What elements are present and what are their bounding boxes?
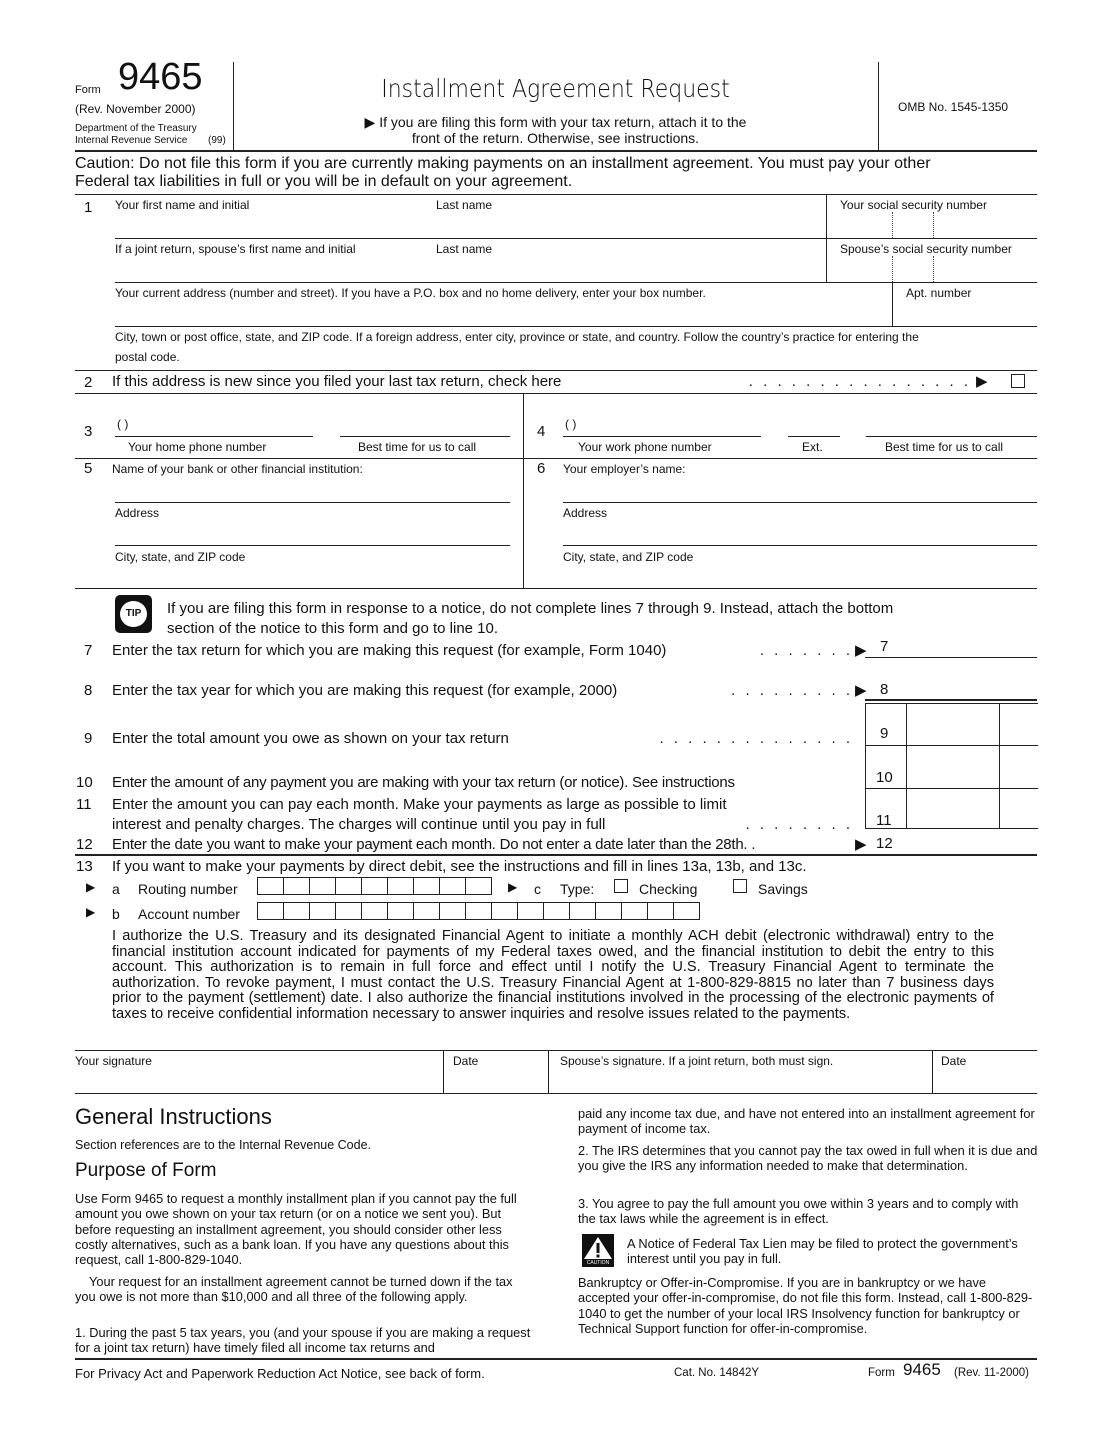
line13c-letter: c [534, 881, 541, 897]
checking-checkbox[interactable] [614, 879, 628, 893]
line8-text: Enter the tax year for which you are making this request (for example, 2000) [112, 682, 618, 699]
digit-box[interactable] [414, 903, 440, 919]
attach-instruction-1: ▶ If you are filing this form with your tax return, attach it to the [364, 114, 747, 130]
line9-box-label: 9 [880, 725, 889, 742]
line-number: 5 [84, 460, 93, 477]
address-field[interactable]: Your current address (number and street). If you have a P.O. box and no home delivery, enter your box number. [115, 286, 706, 300]
bank-address-field[interactable]: Address [115, 506, 160, 520]
service-code: (99) [208, 135, 226, 146]
employer-address-field[interactable]: Address [563, 506, 608, 520]
spouse-signature-field[interactable]: Spouse’s signature. If a joint return, both must sign. [560, 1054, 834, 1068]
arrow-icon: ▶ [976, 373, 988, 390]
line-number: 10 [76, 774, 93, 791]
your-signature-field[interactable]: Your signature [75, 1054, 152, 1068]
form-label: Form [75, 84, 101, 96]
employer-name-field[interactable]: Your employer’s name: [563, 462, 686, 476]
service: Internal Revenue Service [75, 135, 188, 146]
department: Department of the Treasury [75, 123, 197, 134]
digit-box[interactable] [258, 903, 284, 919]
line-number: 6 [537, 460, 546, 477]
digit-box[interactable] [336, 903, 362, 919]
leader-dots: . . . . . . . . . . . . . . . . [748, 373, 968, 390]
bank-name-field[interactable]: Name of your bank or other financial institution: [112, 462, 363, 476]
privacy-notice: For Privacy Act and Paperwork Reduction Act Notice, see back of form. [75, 1366, 485, 1381]
digit-box[interactable] [362, 878, 388, 894]
savings-label: Savings [758, 881, 808, 897]
digit-box[interactable] [310, 878, 336, 894]
omb-number: OMB No. 1545-1350 [898, 100, 1009, 114]
condition-2: 2. The IRS determines that you cannot pay the tax owed in full when it is due and you give the IRS any information needed to make that determination. [578, 1143, 1038, 1174]
area-code-parens: ( ) [565, 417, 577, 431]
line8-field[interactable] [865, 699, 1037, 701]
line7-field[interactable] [865, 657, 1037, 658]
line13a-letter: a [112, 881, 120, 897]
tip-text-1: If you are filing this form in response to a notice, do not complete lines 7 through 9. Instead, attach the bottom [167, 600, 894, 617]
new-address-checkbox[interactable] [1011, 374, 1025, 388]
line-number: 12 [76, 836, 93, 853]
routing-number-input[interactable] [257, 877, 492, 895]
work-best-time-field[interactable] [866, 436, 1037, 437]
line11-text: Enter the amount you can pay each month. Make your payments as large as possible to limit [112, 796, 727, 813]
line13-text: If you want to make your payments by direct debit, see the instructions and fill in lines 13a, 13b, and 13c. [112, 858, 807, 875]
arrow-icon: ▶ [855, 682, 867, 699]
city-field-cont: postal code. [115, 350, 180, 364]
digit-box[interactable] [466, 903, 492, 919]
request-text: Your request for an installment agreement cannot be turned down if the tax you owe is not more than $10,000 and all three of the following apply. [75, 1274, 513, 1305]
account-type-label: Type: [560, 881, 595, 897]
line8-box-label: 8 [880, 681, 889, 698]
digit-box[interactable] [336, 878, 362, 894]
line9-text: Enter the total amount you owe as shown on your tax return [112, 730, 509, 747]
digit-box[interactable] [284, 878, 310, 894]
line-number: 11 [76, 796, 92, 813]
digit-box[interactable] [414, 878, 440, 894]
spouse-last-name-field[interactable]: Last name [436, 242, 493, 256]
digit-box[interactable] [596, 903, 622, 919]
spouse-ssn-field[interactable]: Spouse’s social security number [840, 242, 1012, 256]
line-number: 2 [84, 374, 93, 391]
employer-city-field[interactable]: City, state, and ZIP code [563, 550, 694, 564]
routing-number-label: Routing number [138, 881, 238, 897]
home-phone-label: Your home phone number [128, 440, 267, 454]
apt-number-field[interactable]: Apt. number [906, 286, 972, 300]
digit-box[interactable] [544, 903, 570, 919]
work-phone-field[interactable] [563, 436, 761, 437]
bank-city-field[interactable]: City, state, and ZIP code [115, 550, 246, 564]
digit-box[interactable] [388, 903, 414, 919]
purpose-text: Use Form 9465 to request a monthly installment plan if you cannot pay the full amount you owe shown on your tax return (or on a notice we sent you). But before requesting an installment agreement, you should consider other less costly alternatives, such as a bank loan. If you have any questions about this request, call 1-800-829-1040. [75, 1191, 517, 1268]
digit-box[interactable] [310, 903, 336, 919]
digit-box[interactable] [492, 903, 518, 919]
checking-label: Checking [639, 881, 698, 897]
leader-dots: . . . . . . . . . [731, 682, 850, 699]
tip-icon-label: TIP [120, 601, 147, 627]
caution-icon-label: CAUTION [586, 1260, 610, 1266]
line-number: 4 [537, 423, 546, 440]
digit-box[interactable] [674, 903, 699, 919]
line11-field[interactable] [906, 788, 998, 828]
line10-text: Enter the amount of any payment you are making with your tax return (or notice). See instructions [112, 774, 735, 791]
city-field[interactable]: City, town or post office, state, and ZIP code. If a foreign address, enter city, province or state, and country. Follow the country’s practice for entering the [115, 330, 919, 344]
ext-label: Ext. [802, 440, 823, 454]
arrow-icon: ▶ [86, 880, 96, 894]
line12-row [112, 836, 755, 853]
leader-dots: . . . . . . . [759, 642, 850, 659]
home-best-time-field[interactable] [340, 436, 510, 437]
tip-text-2: section of the notice to this form and go to line 10. [167, 620, 499, 637]
catalog-number: Cat. No. 14842Y [674, 1367, 760, 1379]
bankruptcy-text: Bankruptcy or Offer-in-Compromise. If you are in bankruptcy or we have accepted your offer-in-compromise, do not file this form. Instead, call 1-800-829-1040 to get the number of your local IRS Insolvency function for bankruptcy or Technical Support function for offer-in-compromise. [578, 1275, 1033, 1336]
condition-1-cont: paid any income tax due, and have not entered into an installment agreement for payment of income tax. [578, 1106, 1035, 1137]
lien-notice: A Notice of Federal Tax Lien may be filed to protect the government’s interest until you pay in full. [627, 1236, 1018, 1267]
digit-box[interactable] [388, 878, 414, 894]
form-title: Installment Agreement Request [381, 74, 730, 103]
leader-dots: . . . . . . . . [745, 816, 850, 833]
line9-field[interactable] [906, 704, 998, 744]
best-time-label: Best time for us to call [885, 440, 1004, 454]
form-number: 9465 [118, 56, 203, 98]
footer-revision: (Rev. 11-2000) [954, 1367, 1029, 1379]
line-number: 7 [84, 642, 93, 659]
digit-box[interactable] [518, 903, 544, 919]
digit-box[interactable] [466, 878, 491, 894]
caution-icon [582, 1234, 614, 1267]
work-phone-label: Your work phone number [578, 440, 712, 454]
best-time-label: Best time for us to call [358, 440, 477, 454]
line12-field[interactable]: 12 [876, 835, 893, 852]
condition-3: 3. You agree to pay the full amount you owe within 3 years and to comply with the tax laws while the agreement is in effect. [578, 1196, 1019, 1227]
caution-line-1: Caution: Do not file this form if you are currently making payments on an installment agreement. You must pay your other [75, 155, 931, 172]
digit-box[interactable] [622, 903, 648, 919]
digit-box[interactable] [258, 878, 284, 894]
condition-1: 1. During the past 5 tax years, you (and your spouse if you are making a request for a joint tax return) have timely filed all income tax returns and [75, 1325, 531, 1356]
digit-box[interactable] [440, 878, 466, 894]
line-number: 8 [84, 682, 93, 699]
line7-box-label: 7 [880, 638, 889, 655]
digit-box[interactable] [284, 903, 310, 919]
line10-box-label: 10 [876, 769, 893, 786]
attach-instruction-2: front of the return. Otherwise, see instructions. [411, 130, 700, 146]
line11-text-2: interest and penalty charges. The charges will continue until you pay in full [112, 816, 606, 833]
line2-text: If this address is new since you filed your last tax return, check here [112, 373, 562, 390]
digit-box[interactable] [362, 903, 388, 919]
signature-date-field[interactable]: Date [453, 1054, 479, 1068]
digit-box[interactable] [440, 903, 466, 919]
account-number-input[interactable] [257, 902, 700, 920]
footer-form-label: Form [868, 1367, 895, 1379]
tip-icon [115, 595, 152, 633]
arrow-icon: ▶ [508, 880, 518, 894]
ext-field[interactable] [788, 436, 840, 437]
arrow-icon: ▶ [855, 836, 867, 853]
leader-dots: . [751, 836, 756, 853]
caution-line-2: Federal tax liabilities in full or you will be in default on your agreement. [75, 173, 573, 190]
line13b-letter: b [112, 906, 120, 922]
arrow-icon: ▶ [855, 642, 867, 659]
digit-box[interactable] [648, 903, 674, 919]
footer-form-number: 9465 [903, 1360, 941, 1379]
spouse-date-field[interactable]: Date [941, 1054, 967, 1068]
line11-box-label: 11 [876, 812, 892, 829]
ssn-field[interactable]: Your social security number [840, 198, 987, 212]
leader-dots: . . . . . . . . . . . . . . [659, 730, 850, 747]
spouse-first-name-field[interactable]: If a joint return, spouse’s first name and initial [115, 242, 356, 256]
general-instructions-heading: General Instructions [75, 1104, 272, 1129]
savings-checkbox[interactable] [733, 879, 747, 893]
line-number: 3 [84, 423, 93, 440]
line12-text: Enter the date you want to make your payment each month. Do not enter a date later than the 28th. [112, 836, 748, 853]
line-number: 13 [76, 858, 93, 875]
digit-box[interactable] [570, 903, 596, 919]
line10-field[interactable] [906, 745, 998, 787]
area-code-parens: ( ) [117, 417, 129, 431]
line-number: 9 [84, 730, 93, 747]
account-number-label: Account number [138, 906, 240, 922]
section-refs: Section references are to the Internal Revenue Code. [75, 1138, 372, 1152]
ach-authorization-text: I authorize the U.S. Treasury and its designated Financial Agent to initiate a monthly ACH debit (electronic withdrawal) entry to the financial institution account indicated for payments of my Federal taxes owed, and the financial institution to debit the entry to this account. This authorization is to remain in full force and effect until I notify the U.S. Treasury Financial Agent to terminate the authorization. To revoke payment, I must contact the U.S. Treasury Financial Agent at 1-800-829-8815 no later than 7 business days prior to the payment (settlement) date. I also authorize the financial institutions involved in the processing of the electronic payments of taxes to receive confidential information necessary to answer inquiries and resolve issues related to the payments. [112, 928, 994, 1022]
purpose-heading: Purpose of Form [75, 1160, 217, 1181]
revision: (Rev. November 2000) [75, 102, 196, 116]
home-phone-field[interactable] [115, 436, 313, 437]
arrow-icon: ▶ [86, 905, 96, 919]
line-number: 1 [84, 199, 93, 216]
line7-text: Enter the tax return for which you are making this request (for example, Form 1040) [112, 642, 667, 659]
first-name-field[interactable]: Your first name and initial [115, 198, 250, 212]
last-name-field[interactable]: Last name [436, 198, 493, 212]
